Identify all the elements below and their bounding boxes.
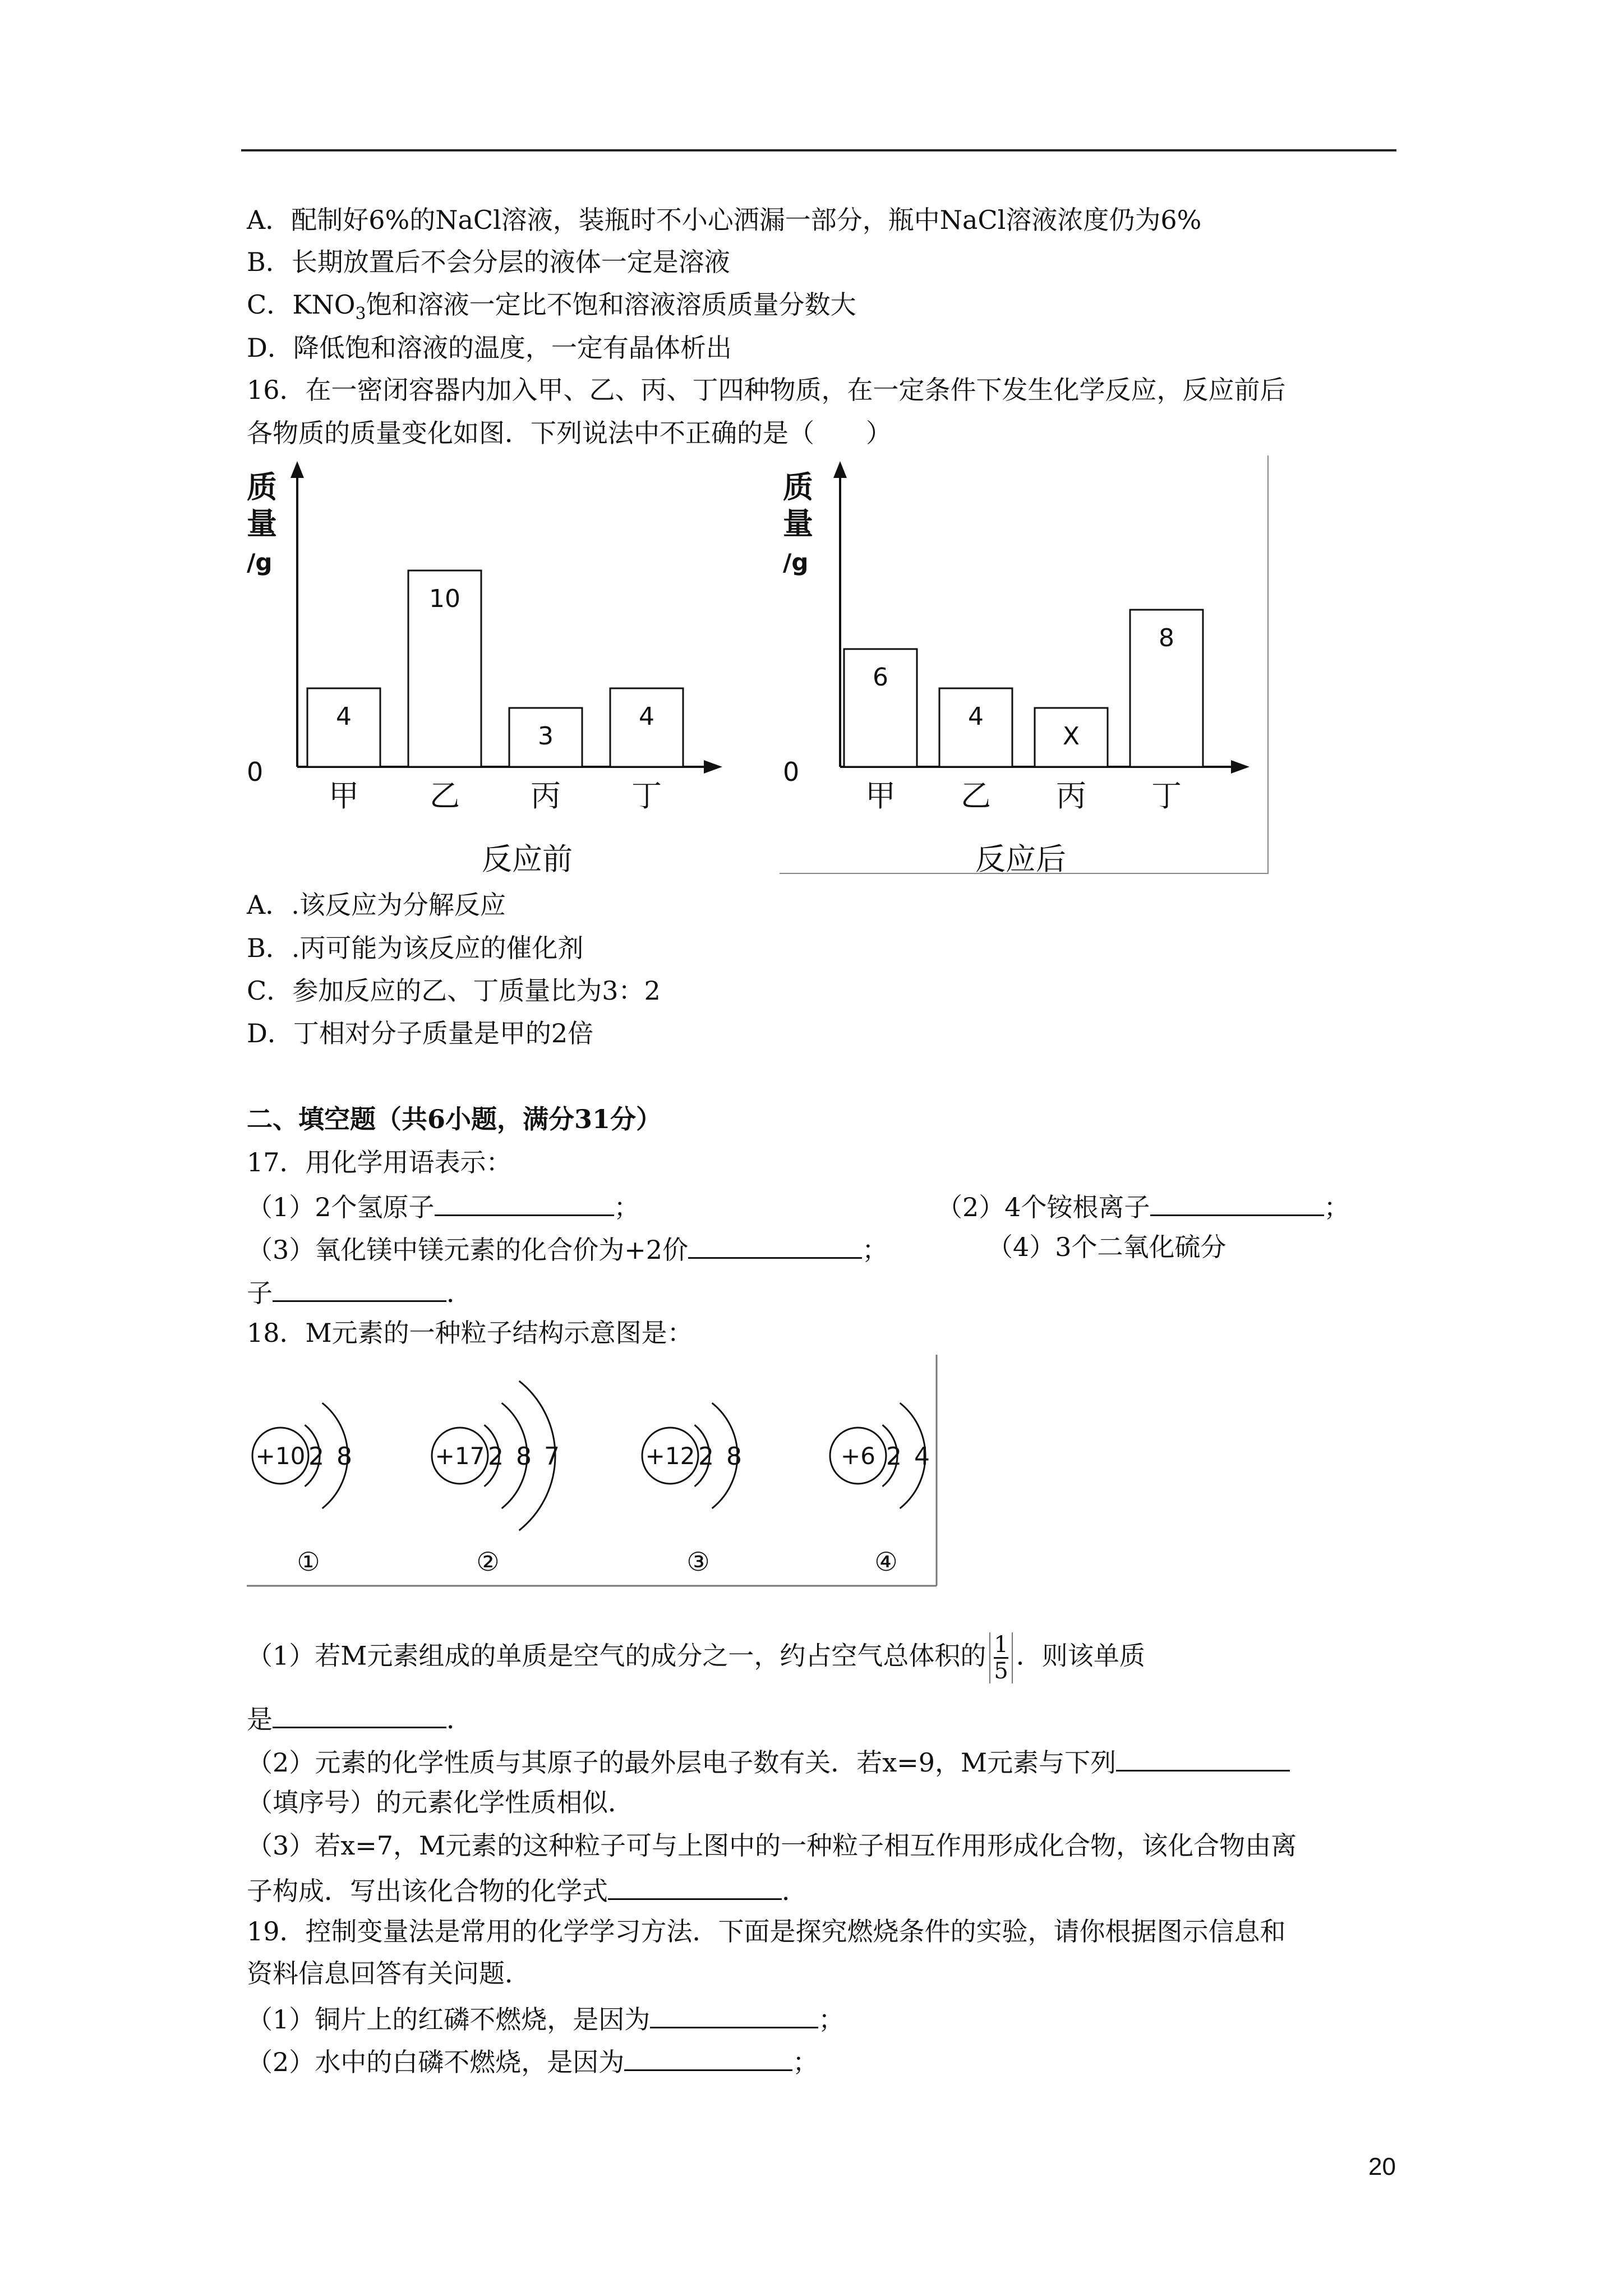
q17-part2-semicolon: ；: [1324, 1192, 1350, 1222]
electron-count: 8: [726, 1442, 742, 1471]
q16-option-c: C．参加反应的乙、丁质量比为3：2: [247, 976, 661, 1006]
q19-part2-semicolon: ；: [792, 2047, 819, 2077]
y-axis-arrow: [833, 461, 847, 478]
y-axis-label-char: 量: [247, 506, 277, 541]
chart-caption: 反应后: [975, 841, 1066, 877]
bar-value-label: X: [1062, 722, 1080, 751]
q18-answer1-blank[interactable]: [273, 1700, 446, 1728]
page-number: 20: [1368, 2153, 1396, 2180]
diagram-label: ④: [874, 1547, 898, 1577]
y-axis-arrow: [291, 461, 304, 478]
q16-option-d: D．丁相对分子质量是甲的2倍: [247, 1018, 594, 1048]
q17-part1-text: （1）2个氢原子: [247, 1192, 435, 1222]
electron-count: 2: [308, 1442, 324, 1471]
q17-part1: [247, 1188, 640, 1224]
q15-option-c-subscript: 3: [355, 304, 366, 324]
q18-part1-text-b: ．则该单质: [1016, 1640, 1145, 1671]
q17-part2-text: （2）4个铵根离子: [937, 1192, 1150, 1222]
q19-stem-line2: 资料信息回答有关问题．: [247, 1958, 531, 1989]
q19-stem-line1: 19．控制变量法是常用的化学学习方法．下面是探究燃烧条件的实验，请你根据图示信息和: [247, 1916, 1286, 1947]
category-label: 丙: [1056, 778, 1086, 813]
nucleus-charge: +12: [645, 1442, 695, 1470]
q19-part1-semicolon: ；: [818, 2004, 845, 2035]
fraction-numerator: 1: [994, 1632, 1008, 1658]
q18-part1-text-a: （1）若M元素组成的单质是空气的成分之一，约占空气总体积的: [247, 1640, 986, 1671]
q17-part4-cont-text: 子: [247, 1278, 273, 1308]
one-fifth-fraction: [989, 1632, 1012, 1683]
origin-label: 0: [783, 757, 800, 787]
nucleus-charge: +10: [255, 1442, 306, 1470]
q15-option-c-prefix: C．KNO: [247, 289, 356, 320]
section-title: 二、填空题（共6小题，满分31分）: [247, 1104, 662, 1134]
q17-part1-semicolon: ；: [614, 1192, 640, 1222]
q18-part1-cont-text: 是: [247, 1704, 273, 1734]
chart-caption: 反应前: [482, 841, 573, 877]
q19-part2-text: （2）水中的白磷不燃烧，是因为: [247, 2047, 625, 2077]
q18-answer3-blank[interactable]: [608, 1871, 782, 1900]
fraction-denominator: 5: [994, 1658, 1008, 1684]
y-axis-label-char: /g: [783, 549, 809, 576]
q18-part3: （3）若x=7，M元素的这种粒子可与上图中的一种粒子相互作用形成化合物，该化合物由离: [247, 1830, 1297, 1861]
q18-part2-text: （2）元素的化学性质与其原子的最外层电子数有关．若x=9，M元素与下列: [247, 1747, 1117, 1778]
diagram-label: ①: [297, 1547, 320, 1577]
q19-part2: [247, 2042, 818, 2079]
diagram-label: ②: [476, 1547, 500, 1577]
q17-answer3-blank[interactable]: [688, 1230, 862, 1259]
bar-value-label: 10: [429, 585, 460, 613]
category-label: 甲: [865, 778, 896, 813]
q18-part3-dot: ．: [782, 1876, 808, 1906]
category-label: 丁: [1151, 778, 1182, 813]
q17-answer4-blank[interactable]: [273, 1273, 446, 1302]
nucleus-charge: +17: [435, 1442, 485, 1470]
electron-count: 2: [488, 1442, 504, 1471]
nucleus-charge: +6: [841, 1442, 875, 1470]
electron-count: 8: [516, 1442, 532, 1471]
q17-answer2-blank[interactable]: [1150, 1188, 1324, 1216]
q17-part4-dot: ．: [446, 1278, 472, 1308]
electron-count: 8: [336, 1442, 352, 1471]
q18-part1-dot: ．: [446, 1704, 472, 1734]
q18-part3-cont: [247, 1871, 808, 1908]
atom-structure-diagrams: [247, 1355, 942, 1602]
q15-option-d: D．降低饱和溶液的温度，一定有晶体析出: [247, 333, 732, 363]
q18-part3-cont-text: 子构成．写出该化合物的化学式: [247, 1876, 608, 1906]
y-axis-label-char: 量: [783, 506, 813, 541]
q17-answer1-blank[interactable]: [435, 1188, 614, 1216]
q17-part2: [937, 1188, 1350, 1224]
origin-label: 0: [247, 757, 264, 787]
q18-part1-cont: [247, 1700, 472, 1736]
q19-answer2-blank[interactable]: [624, 2042, 792, 2071]
category-label: 丙: [531, 778, 561, 813]
chart-before: [247, 455, 768, 882]
q17-part4-cont: [247, 1273, 472, 1310]
electron-count: 4: [914, 1442, 930, 1471]
q15-option-c: [247, 288, 856, 331]
q17-part4: （4）3个二氧化硫分: [987, 1232, 1227, 1262]
diagram-label: ③: [686, 1547, 710, 1577]
electron-count: 2: [886, 1442, 902, 1471]
category-label: 丁: [631, 778, 662, 813]
q16-stem-line2: 各物质的质量变化如图．下列说法中不正确的是（ ）: [247, 418, 892, 448]
bar-value-label: 8: [1159, 624, 1174, 652]
q19-answer1-blank[interactable]: [650, 2000, 818, 2028]
bar-value-label: 6: [873, 663, 888, 692]
q19-part1: [247, 2000, 844, 2036]
electron-count: 2: [698, 1442, 714, 1471]
y-axis-label-char: /g: [247, 549, 273, 576]
x-axis-arrow: [704, 760, 722, 774]
bar-value-label: 4: [968, 702, 984, 731]
q18-part1: [247, 1632, 1145, 1683]
q19-part1-text: （1）铜片上的红磷不燃烧，是因为: [247, 2004, 651, 2035]
header-rule: [241, 149, 1396, 151]
q15-option-b: B．长期放置后不会分层的液体一定是溶液: [247, 247, 730, 277]
y-axis-label-char: 质: [783, 470, 813, 505]
bar-value-label: 4: [639, 702, 654, 731]
category-label: 乙: [430, 778, 460, 813]
q17-stem: 17．用化学用语表示：: [247, 1147, 512, 1177]
q15-option-a: A．配制好6%的NaCl溶液，装瓶时不小心洒漏一部分，瓶中NaCl溶液浓度仍为6%: [247, 205, 1202, 235]
q17-part3-semicolon: ；: [862, 1235, 888, 1265]
q16-option-b: B．.丙可能为该反应的催化剂: [247, 933, 584, 963]
q18-answer2-blank[interactable]: [1116, 1743, 1290, 1772]
bar-value-label: 4: [336, 702, 352, 731]
q17-part3-text: （3）氧化镁中镁元素的化合价为+2价: [247, 1235, 689, 1265]
q18-part2: [247, 1743, 1290, 1779]
category-label: 甲: [329, 778, 359, 813]
x-axis-arrow: [1231, 760, 1249, 774]
q15-option-c-rest: 饱和溶液一定比不饱和溶液溶质质量分数大: [366, 289, 856, 320]
q16-stem-line1: 16．在一密闭容器内加入甲、乙、丙、丁四种物质，在一定条件下发生化学反应，反应前后: [247, 375, 1286, 405]
chart-after: [780, 455, 1273, 882]
q17-part3: [247, 1230, 888, 1267]
category-label: 乙: [961, 778, 991, 813]
q18-stem: 18．M元素的一种粒子结构示意图是：: [247, 1318, 693, 1348]
bar-value-label: 3: [538, 722, 554, 751]
y-axis-label-char: 质: [247, 470, 277, 505]
q16-option-a: A．.该反应为分解反应: [247, 890, 506, 920]
q18-part2-cont: （填序号）的元素化学性质相似．: [247, 1787, 634, 1818]
electron-count: 7: [544, 1442, 560, 1471]
